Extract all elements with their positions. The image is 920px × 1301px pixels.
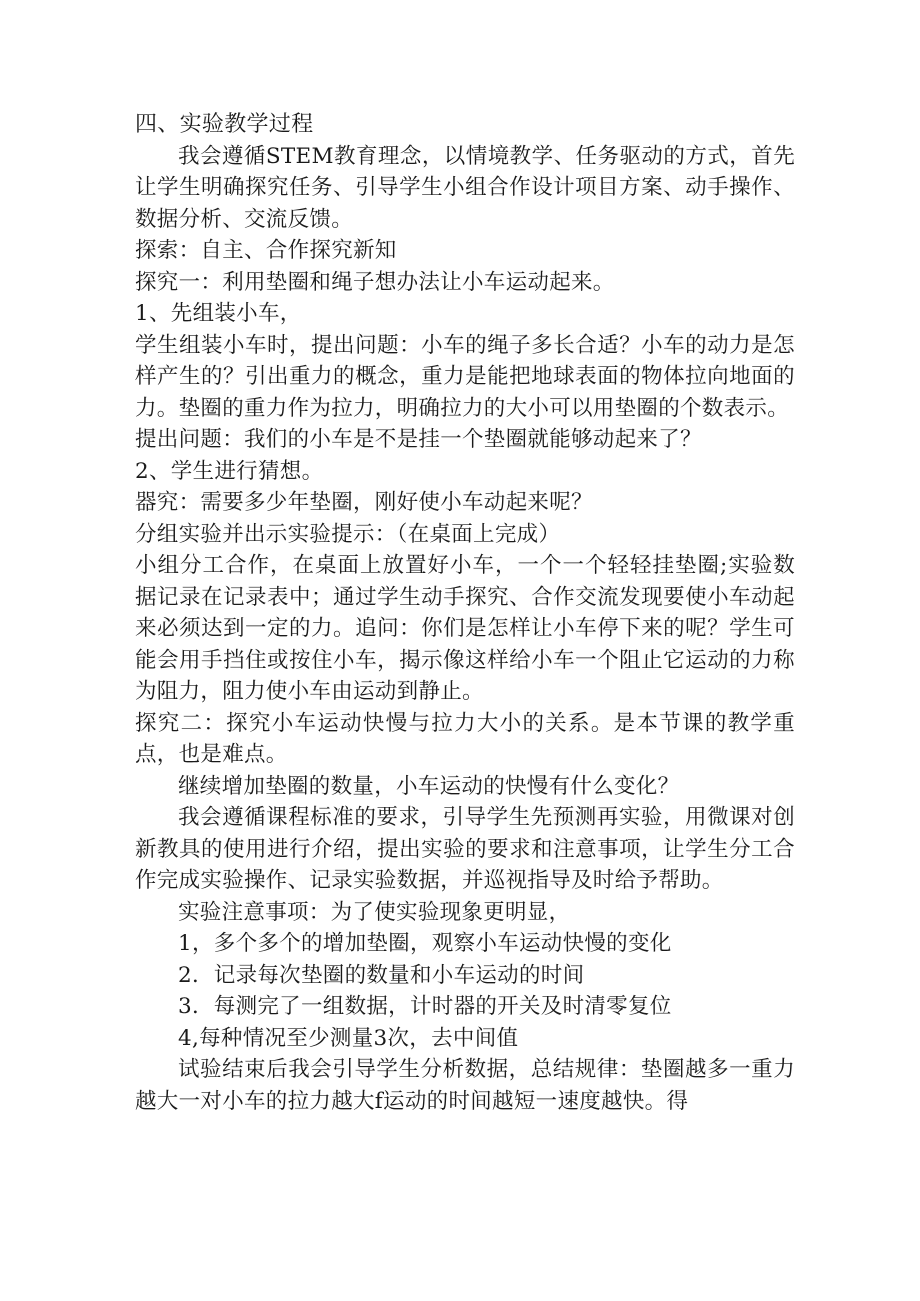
step-one: 1、先组装小车， bbox=[135, 301, 302, 326]
question-two: 器究：需要多少年垫圈，刚好使小车动起来呢？ bbox=[135, 490, 593, 515]
step-one-detail: 学生组装小车时，提出问题：小车的绳子多长合适？小车的动力是怎样产生的？引出重力的概念，重力是能把地球表面的物体拉向地面的力。垫圈的重力作为拉力，明确拉力的大小可以用垫圈的个数表示。 bbox=[135, 332, 795, 421]
inquiry-one-title: 探究一：利用垫圈和绳子想办法让小车运动起来。 bbox=[135, 269, 615, 295]
group-experiment-title: 分组实验并出示实验提示：（在桌面上完成） bbox=[135, 521, 561, 547]
note-item: 4,每种情况至少测量3次，去中间值 bbox=[178, 1025, 519, 1051]
note-item: 1，多个多个的增加垫圈，观察小车运动快慢的变化 bbox=[178, 931, 672, 956]
note-item: 2．记录每次垫圈的数量和小车运动的时间 bbox=[178, 962, 585, 988]
explore-title: 探索：自主、合作探究新知 bbox=[135, 238, 397, 263]
inquiry-two-title: 探究二：探究小车运动快慢与拉力大小的关系。是本节课的教学重点，也是难点。 bbox=[135, 710, 795, 767]
section-heading: 四、实验教学过程 bbox=[135, 112, 314, 137]
note-item: 3．每测完了一组数据，计时器的开关及时清零复位 bbox=[178, 994, 672, 1019]
document-page bbox=[135, 109, 795, 1117]
method-paragraph: 我会遵循课程标准的要求，引导学生先预测再实验，用微课对创新教具的使用进行介绍，提出实验的要求和注意事项，让学生分工合作完成实验操作、记录实验数据，并巡视指导及时给予帮助。 bbox=[135, 805, 795, 893]
question-one: 提出问题：我们的小车是不是挂一个垫圈就能够动起来了？ bbox=[135, 427, 702, 452]
group-experiment-detail: 小组分工合作，在桌面上放置好小车，一个一个轻轻挂垫圈;实验数据记录在记录表中；通过学生动手探究、合作交流发现要使小车动起来必须达到一定的力。追问：你们是怎样让小车停下来的呢？学生可能会用手挡住或按住小车，揭示像这样给小车一个阻止它运动的力称为阻力，阻力使小车由运动到静止。 bbox=[135, 553, 795, 704]
notes-title: 实验注意事项：为了使实验现象更明显， bbox=[178, 899, 571, 925]
intro-paragraph: 我会遵循STEM教育理念，以情境教学、任务驱动的方式，首先让学生明确探究任务、引导学生小组合作设计项目方案、动手操作、数据分析、交流反馈。 bbox=[135, 143, 795, 232]
step-two: 2、学生进行猜想。 bbox=[135, 458, 324, 484]
conclusion-paragraph: 试验结束后我会引导学生分析数据，总结规律：垫圈越多一重力越大一对小车的拉力越大f运动的时间越短一速度越快。得 bbox=[135, 1057, 795, 1114]
continue-paragraph: 继续增加垫圈的数量，小车运动的快慢有什么变化？ bbox=[178, 773, 680, 799]
